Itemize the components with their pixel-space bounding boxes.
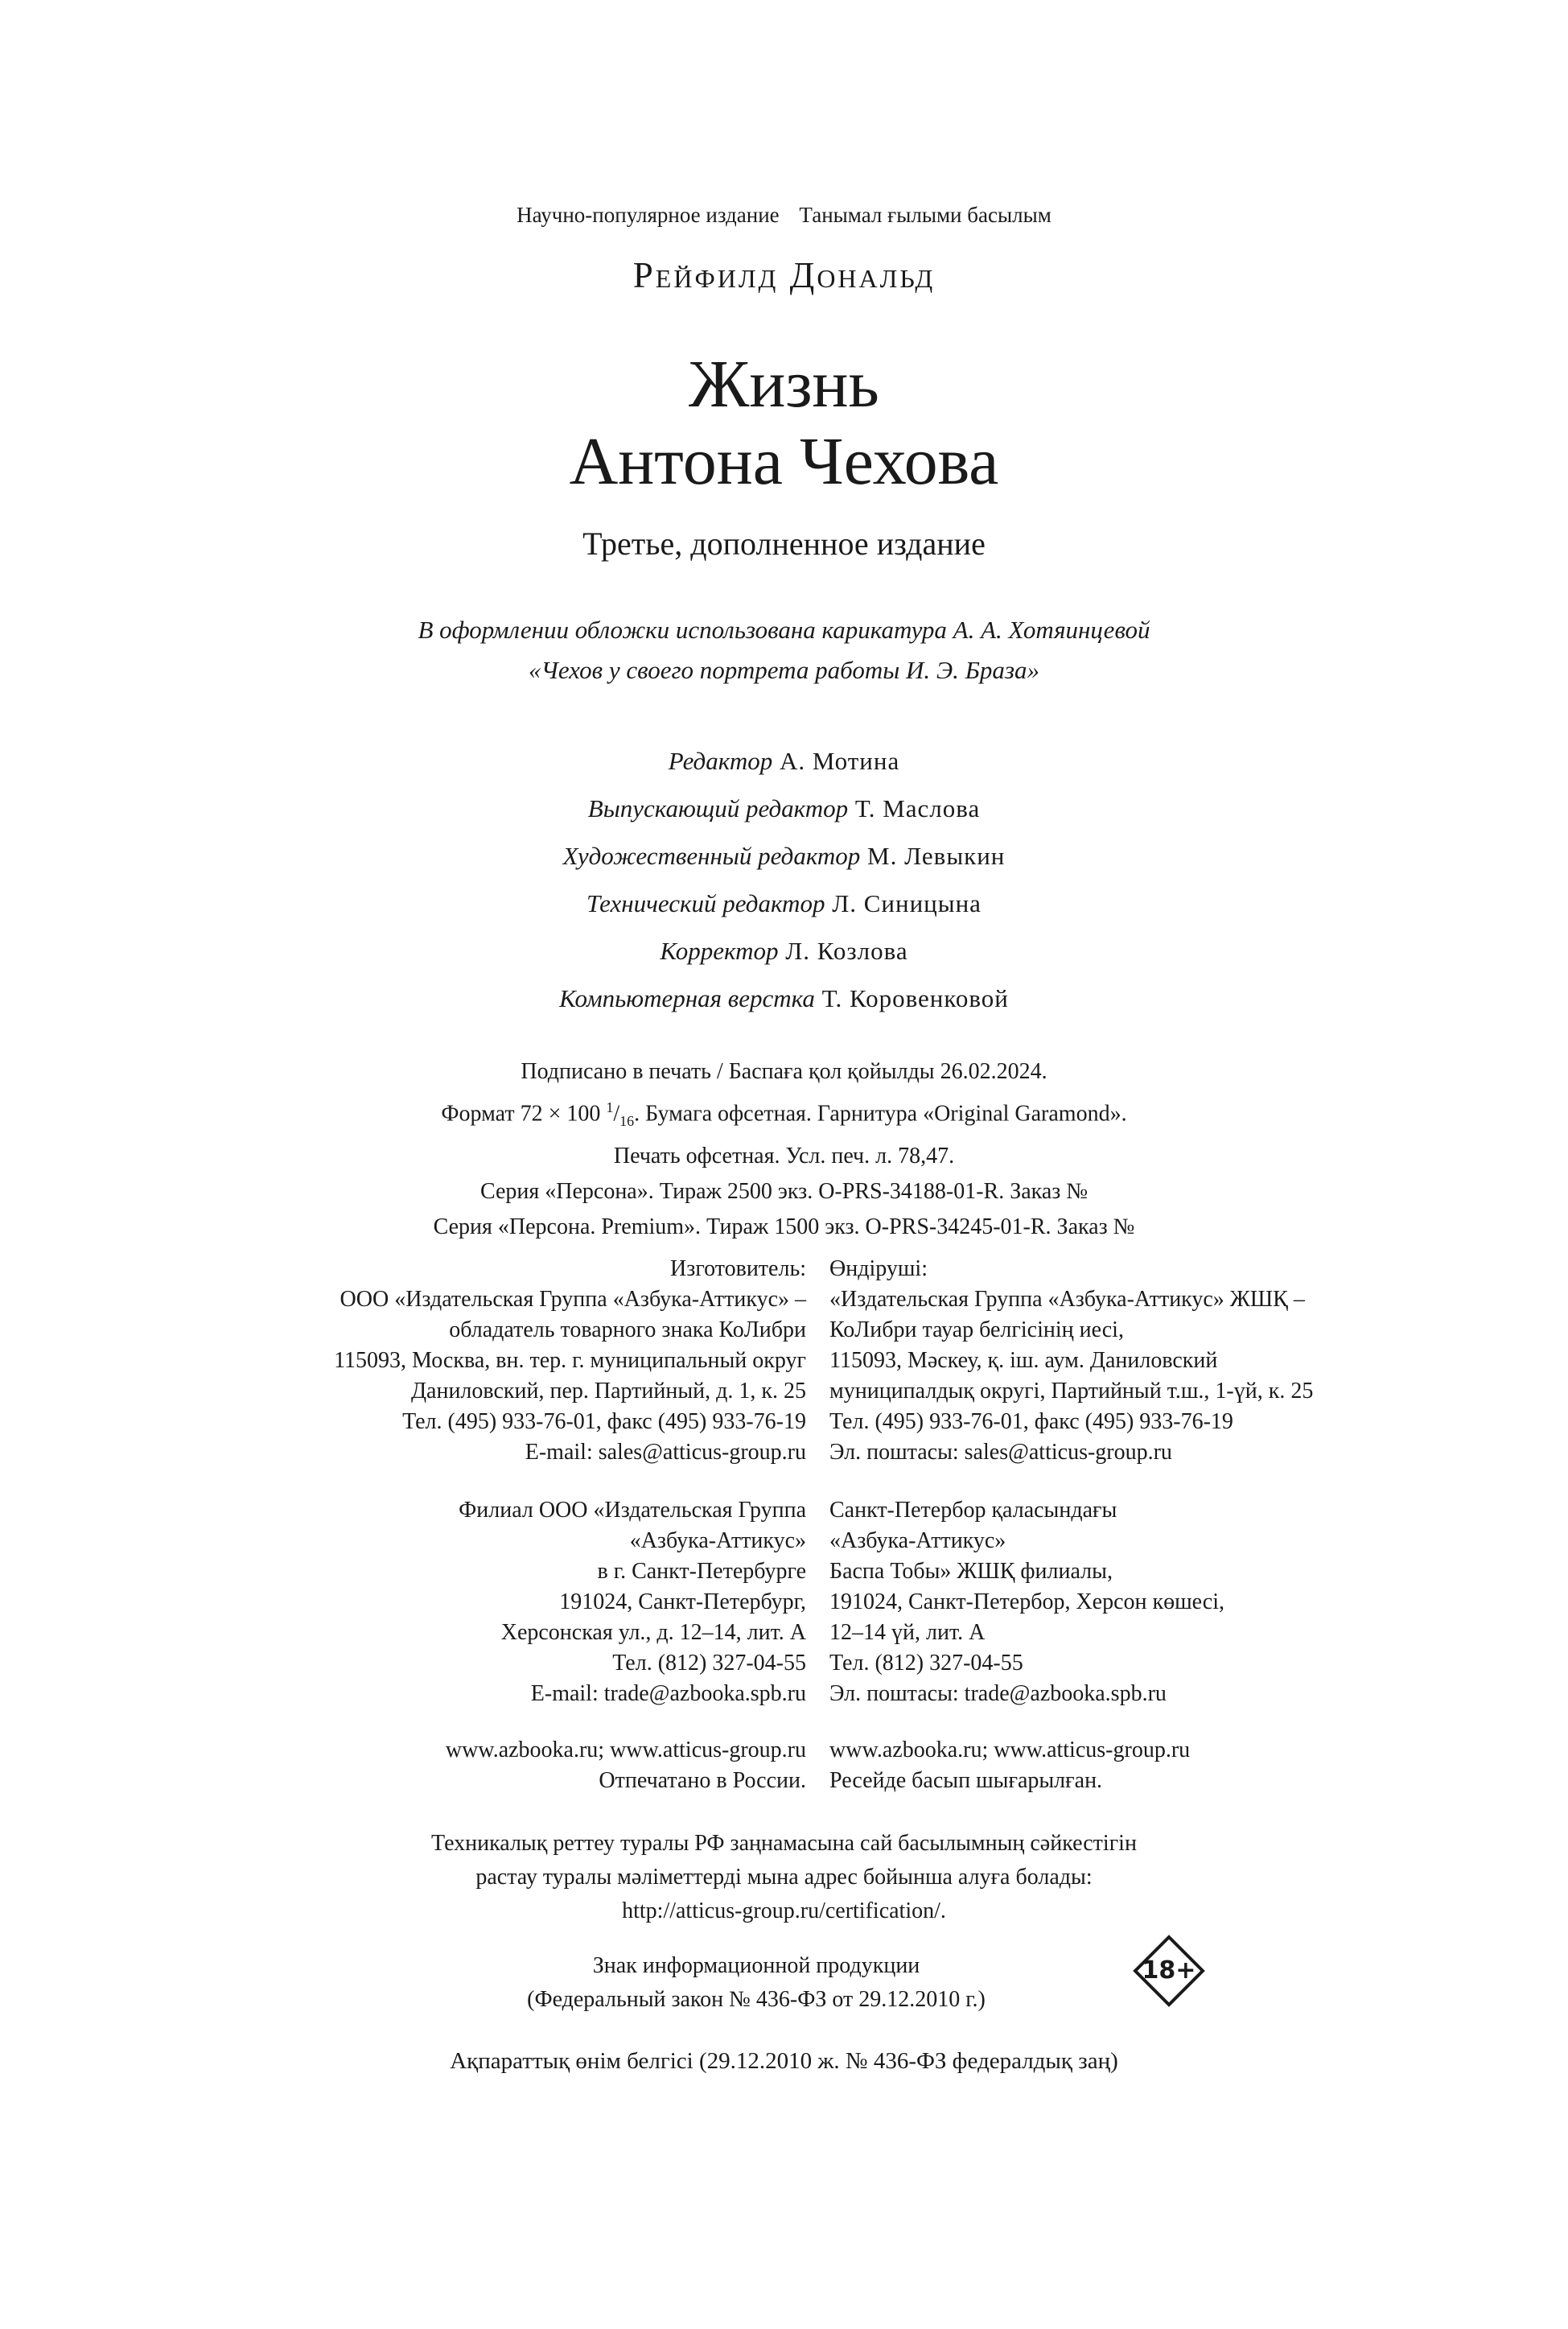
edition-type-ru: Научно-популярное издание: [516, 203, 780, 227]
age-rating-badge: [1133, 1935, 1205, 2007]
credit-person: Л. Синицына: [832, 889, 982, 917]
credit-person: А. Мотина: [779, 747, 900, 775]
print-format: Формат 72 × 100 $^1/_{16}$. Бумага офсетная. Гарнитура «Original Garamond».: [441, 1099, 1127, 1129]
manufacturer-kz: Өндіруші: «Издательская Группа «Азбука-Аттикус» ЖШҚ – КоЛибри тауар белгісінің иесі, 115093, Мәскеу, қ. іш. аум. Даниловский муниципалдық округі, Партийный т.ш., 1-үй, к. 25 Тел. (495) 933-76-01, факс (495) 933-76-19 Эл. поштасы: sales@atticus-group.ru: [829, 1256, 1314, 1465]
manufacturer-ru: Изготовитель: ООО «Издательская Группа «Азбука-Аттикус» – обладатель товарного знака КоЛибри 115093, Москва, вн. тер. г. муниципальный округ Даниловский, пер. Партийный, д. 1, к. 25 Тел. (495) 933-76-01, факс (495) 933-76-19 E-mail: sales@atticus-group.ru: [334, 1256, 806, 1465]
cover-note-line: «Чехов у своего портрета работы И. Э. Браза»: [528, 656, 1040, 684]
edition-type-line: [0, 203, 1568, 228]
credit-row: [0, 832, 1568, 880]
web-kz: www.azbooka.ru; www.atticus-group.ru Ресейде басып шығарылған.: [829, 1737, 1191, 1793]
branch-ru: Филиал ООО «Издательская Группа «Азбука-Аттикус» в г. Санкт-Петербурге 191024, Санкт-Петербург, Херсонская ул., д. 12–14, лит. А Тел. (812) 327-04-55 E-mail: trade@azbooka.spb.ru: [459, 1498, 806, 1706]
certification-info: Техникалық реттеу туралы РФ заңнамасына сай басылымның сәйкестігін растау туралы мәліметтерді мына адрес бойынша алуға болады: http://atticus-group.ru/certification/.: [431, 1831, 1137, 1923]
credit-row: [0, 880, 1568, 927]
credit-row: [0, 785, 1568, 832]
print-info: [0, 1054, 1568, 1245]
age-rating-text: 18+: [1142, 1956, 1196, 1985]
credits-list: [0, 737, 1568, 1022]
book-title-line1: Жизнь: [689, 347, 879, 422]
credit-row: [0, 975, 1568, 1022]
print-series: Серия «Персона. Premium». Тираж 1500 экз. О-PRS-34245-01-R. Заказ №: [433, 1214, 1135, 1239]
age-info: Знак информационной продукции (Федеральный закон № 436-ФЗ от 29.12.2010 г.): [527, 1953, 986, 2012]
book-title-line2: Антона Чехова: [569, 424, 999, 499]
credit-role: Технический редактор: [586, 889, 825, 917]
credit-row: [0, 927, 1568, 975]
credit-person: Л. Козлова: [785, 937, 908, 965]
cover-note-line: В оформлении обложки использована карикатура А. А. Хотяинцевой: [418, 616, 1150, 644]
cover-note: [0, 610, 1568, 690]
credit-role: Редактор: [668, 747, 773, 775]
print-series: Серия «Персона». Тираж 2500 экз. О-PRS-34188-01-R. Заказ №: [479, 1178, 1089, 1204]
edition-type-kz: Танымал ғылыми басылым: [799, 203, 1052, 227]
print-printing: Печать офсетная. Усл. печ. л. 78,47.: [613, 1143, 955, 1169]
credit-role: Выпускающий редактор: [587, 794, 849, 822]
credit-role: Компьютерная верстка: [559, 984, 815, 1012]
credit-role: Художественный редактор: [562, 842, 861, 870]
credit-role: Корректор: [660, 937, 779, 965]
web-ru: www.azbooka.ru; www.atticus-group.ru Отпечатано в России.: [445, 1737, 806, 1793]
credit-person: Т. Коровенковой: [821, 984, 1009, 1012]
credit-person: Т. Маслова: [854, 794, 981, 822]
author-name: Рейфилд Дональд: [632, 255, 936, 295]
kz-age-info: Ақпараттық өнім белгісі (29.12.2010 ж. № 436-ФЗ федералдық заң): [450, 2048, 1118, 2074]
print-signed: Подписано в печать / Баспаға қол қойылды 26.02.2024.: [521, 1059, 1047, 1084]
credit-row: [0, 737, 1568, 785]
branch-kz: Санкт-Петербор қаласындағы «Азбука-Аттикус» Баспа Тобы» ЖШҚ филиалы, 191024, Санкт-Петербор, Херсон көшесі, 12–14 үй, лит. А Тел. (812) 327-04-55 Эл. поштасы: trade@azbooka.spb.ru: [829, 1498, 1224, 1706]
credit-person: М. Левыкин: [867, 842, 1006, 870]
edition-note: Третье, дополненное издание: [582, 526, 986, 562]
